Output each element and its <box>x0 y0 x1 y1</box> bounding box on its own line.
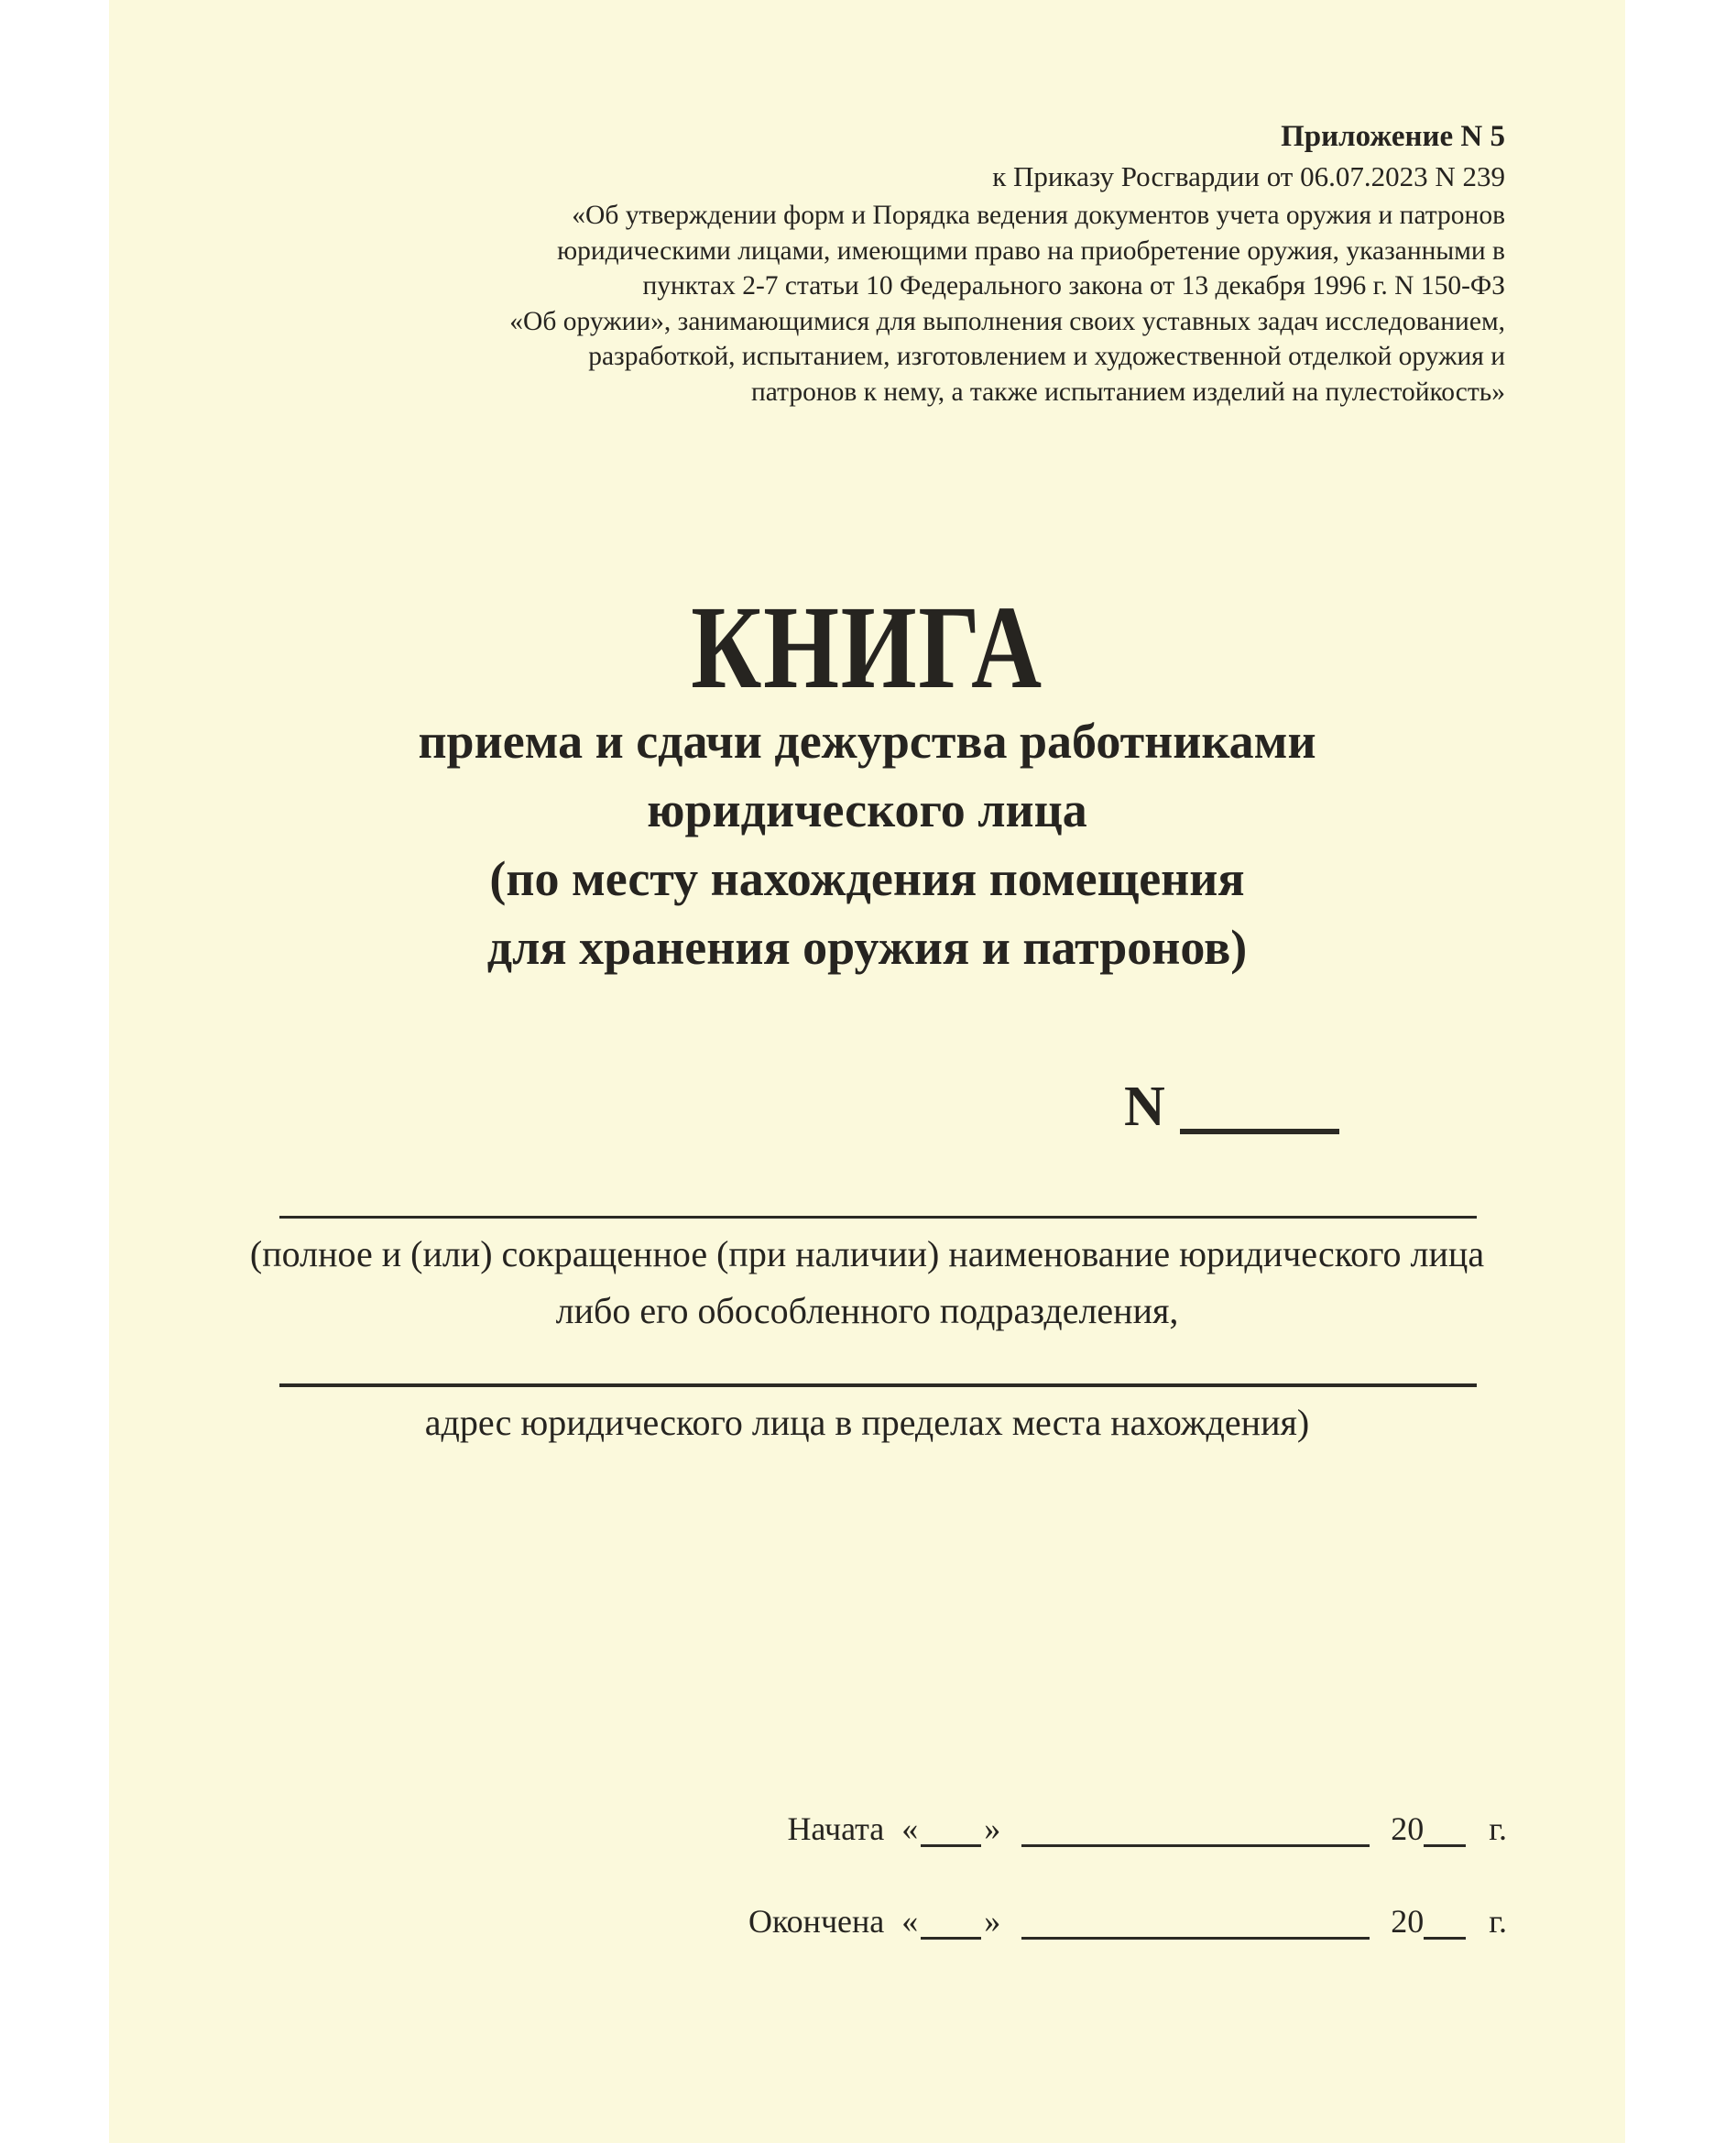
close-quote: » <box>984 1810 1001 1847</box>
order-description-line: патронов к нему, а также испытанием изделий на пулестойкость» <box>750 377 1505 407</box>
book-number-row <box>1124 1074 1339 1140</box>
book-title: КНИГА <box>691 582 1043 714</box>
finished-day-blank-field <box>921 1937 981 1940</box>
name-caption <box>109 1226 1625 1339</box>
started-label: Начата <box>787 1810 885 1847</box>
year-prefix: 20 <box>1391 1810 1425 1847</box>
order-description-line: пунктах 2-7 статьи 10 Федерального закона от 13 декабря 1996 г. N 150-ФЗ <box>642 271 1505 301</box>
order-description-line: юридическими лицами, имеющими право на приобретение оружия, указанными в <box>557 235 1505 266</box>
started-month-blank-field <box>1021 1844 1370 1847</box>
open-quote: « <box>901 1810 919 1847</box>
appendix-number: Приложение N 5 <box>1281 120 1505 153</box>
subtitle-line: юридического лица <box>647 782 1087 837</box>
number-label: N <box>1124 1076 1165 1138</box>
name-caption-line: либо его обособленного подразделения, <box>555 1290 1179 1331</box>
finished-year-blank-field <box>1424 1937 1466 1940</box>
year-prefix: 20 <box>1391 1903 1425 1940</box>
appendix-header <box>442 117 1505 410</box>
name-caption-line: (полное и (или) сокращенное (при наличии) наименование юридического лица <box>249 1233 1485 1274</box>
order-description-line: разработкой, испытанием, изготовлением и художественной отделкой оружия и <box>588 342 1505 371</box>
address-fill-line <box>279 1383 1477 1387</box>
year-suffix: г. <box>1489 1903 1507 1940</box>
order-description-line: «Об утверждении форм и Порядка ведения документов учета оружия и патронов <box>572 201 1505 230</box>
finished-label: Окончена <box>748 1903 885 1940</box>
started-year-blank-field <box>1424 1844 1466 1847</box>
open-quote: « <box>901 1903 919 1940</box>
subtitle-line: (по месту нахождения помещения <box>489 851 1245 906</box>
subtitle-line: приема и сдачи дежурства работниками <box>418 714 1316 769</box>
address-caption: адрес юридического лица в пределах места нахождения) <box>424 1402 1310 1443</box>
book-subtitle <box>109 707 1625 982</box>
number-blank-field <box>1180 1129 1339 1134</box>
started-row <box>787 1807 1507 1851</box>
close-quote: » <box>984 1903 1001 1940</box>
year-suffix: г. <box>1489 1810 1507 1847</box>
name-fill-line <box>279 1216 1477 1219</box>
order-reference: к Приказу Росгвардии от 06.07.2023 N 239 <box>992 160 1505 192</box>
finished-month-blank-field <box>1021 1937 1370 1940</box>
document-page <box>109 0 1625 2143</box>
started-day-blank-field <box>921 1844 981 1847</box>
book-title-wrap <box>109 582 1625 714</box>
finished-row <box>748 1899 1507 1943</box>
subtitle-line: для хранения оружия и патронов) <box>486 920 1248 975</box>
order-description-line: «Об оружии», занимающимися для выполнения своих уставных задач исследованием, <box>509 306 1505 336</box>
